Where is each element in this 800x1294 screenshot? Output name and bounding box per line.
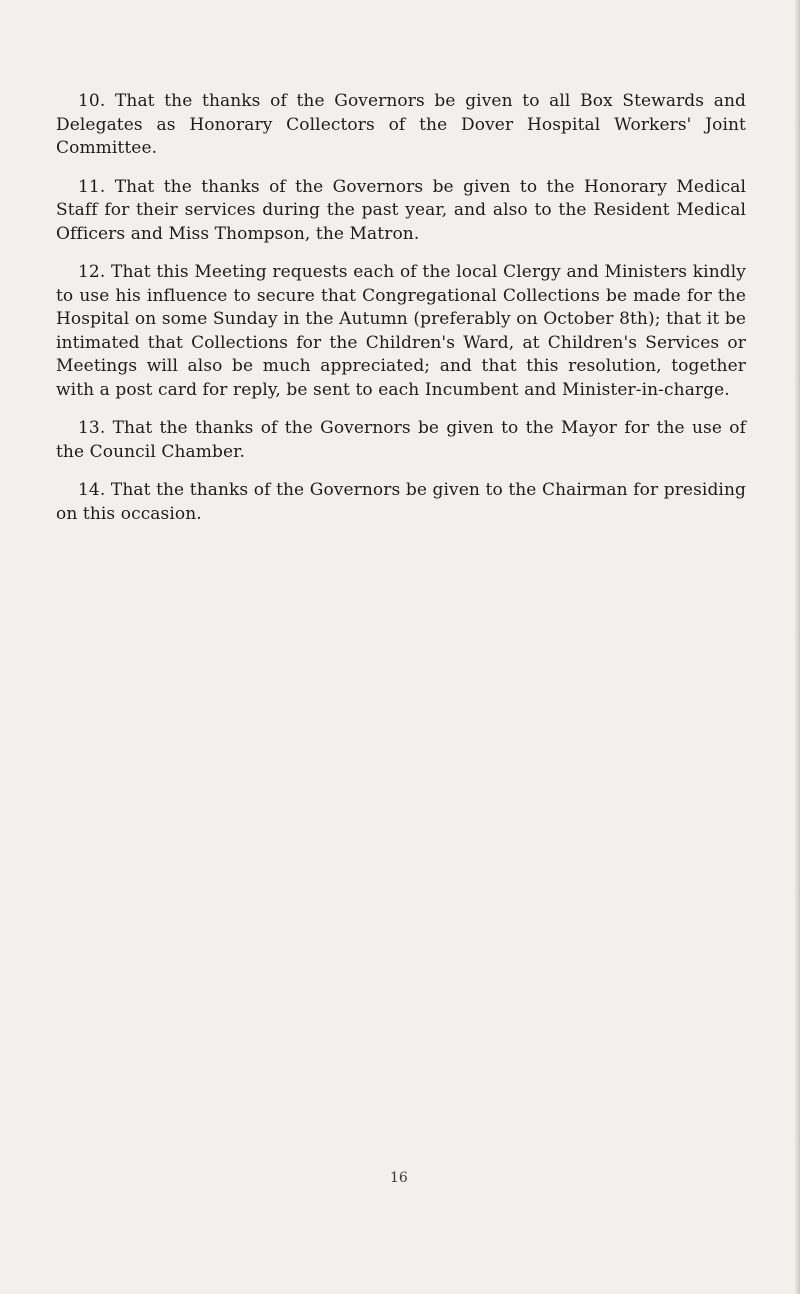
- resolution-14: 14. That the thanks of the Governors be given to the Chairman for presiding on this occasion.: [56, 480, 746, 524]
- resolution-13: 13. That the thanks of the Governors be given to the Mayor for the use of the Council Chamber.: [56, 418, 746, 462]
- resolution-10: 10. That the thanks of the Governors be given to all Box Stewards and Delegates as Honorary Collectors of the Dover Hospital Workers' Joint Committee.: [56, 91, 746, 158]
- resolution-11: 11. That the thanks of the Governors be given to the Honorary Medical Staff for their services during the past year, and also to the Resident Medical Officers and Miss Thompson, the Matron.: [56, 176, 746, 244]
- page-number: 16: [390, 1170, 408, 1186]
- page-edge: [794, 0, 800, 1294]
- document-body: [56, 90, 746, 541]
- resolution-12: 12. That this Meeting requests each of the local Clergy and Ministers kindly to use his influence to secure that Congregational Collections be made for the Hospital on some Sunday in the Autumn (preferably on October 8th); that it be intimated that Collections for the Children's Ward, at Children's Services or Meetings will also be much appreciated; and that this resolution, together with a post card for reply, be sent to each Incumbent and Minister-in-charge.: [56, 262, 746, 400]
